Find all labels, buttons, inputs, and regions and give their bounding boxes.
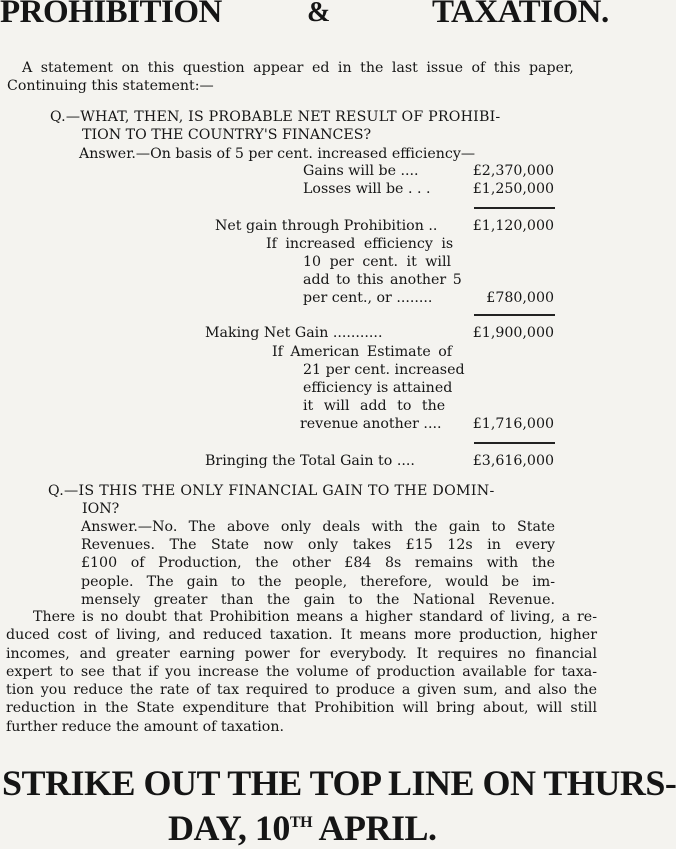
q2-question-line-2: ION? xyxy=(82,501,120,517)
header-taxation: TAXATION. xyxy=(432,0,609,30)
if-amount: £780,000 xyxy=(486,290,554,306)
closing-paragraph xyxy=(6,608,597,736)
intro-line-2: Continuing this statement:— xyxy=(7,78,214,94)
slogan-line-1: STRIKE OUT THE TOP LINE ON THURS- xyxy=(2,763,676,803)
q2-question-line-1: Q.—IS THIS THE ONLY FINANCIAL GAIN TO THE DOMIN- xyxy=(48,483,495,499)
q1-answer-lead: Answer.—On basis of 5 per cent. increased efficiency— xyxy=(79,146,476,162)
gains-label: Gains will be .... xyxy=(303,163,419,179)
if-line-4: per cent., or ........ xyxy=(303,290,433,306)
q2-answer-line-4: people. The gain to the people, therefore, would be im- xyxy=(81,573,555,590)
gains-amount: £2,370,000 xyxy=(472,163,554,179)
if-line-1: If increased efficiency is xyxy=(266,236,454,252)
making-net-gain-amount: £1,900,000 xyxy=(472,325,554,341)
closing-line-7: further reduce the amount of taxation. xyxy=(6,718,284,735)
american-line-2: 21 per cent. increased xyxy=(303,362,465,378)
header-ampersand: & xyxy=(307,0,330,28)
closing-line-2: duced cost of living, and reduced taxation. It means more production, higher xyxy=(6,627,597,644)
american-line-3: efficiency is attained xyxy=(303,380,453,396)
q2-answer-line-5: mensely greater than the gain to the National Revenue. xyxy=(81,591,555,608)
slogan-month: APRIL. xyxy=(312,808,437,848)
q1-question-line-2: TION TO THE COUNTRY'S FINANCES? xyxy=(82,127,372,143)
q1-question-line-1: Q.—WHAT, THEN, IS PROBABLE NET RESULT OF PROHIBI- xyxy=(50,109,501,125)
american-line-5: revenue another .... xyxy=(300,416,442,432)
q2-answer-line-1: Answer.—No. The above only deals with the gain to State xyxy=(81,519,555,535)
intro-line-1: A statement on this question appear ed in the last issue of this paper, xyxy=(22,60,574,76)
closing-line-1: There is no doubt that Prohibition means a higher standard of living, a re- xyxy=(33,609,597,625)
bringing-total-label: Bringing the Total Gain to .... xyxy=(205,453,415,469)
header-prohibition: PROHIBITION xyxy=(0,0,222,30)
closing-line-5: tion you reduce the rate of tax required to produce a given sum, and also the xyxy=(6,682,597,699)
losses-label: Losses will be . . . xyxy=(303,181,431,197)
making-net-gain-label: Making Net Gain ........... xyxy=(205,325,383,341)
bringing-total-amount: £3,616,000 xyxy=(472,453,554,469)
losses-amount: £1,250,000 xyxy=(472,181,554,197)
slogan-day: DAY, 10 xyxy=(168,808,290,848)
closing-line-3: incomes, and greater earning power for everybody. It requires no financial xyxy=(6,645,597,662)
sum-rule-3 xyxy=(474,442,555,444)
closing-line-6: reduction in the State expenditure that Prohibition will bring about, will still xyxy=(6,700,597,717)
q2-answer xyxy=(81,518,555,609)
sum-rule-1 xyxy=(474,207,555,209)
net-gain-label: Net gain through Prohibition .. xyxy=(215,218,438,234)
if-line-2: 10 per cent. it will xyxy=(303,254,452,270)
slogan-line-2 xyxy=(168,807,437,849)
net-gain-amount: £1,120,000 xyxy=(472,218,554,234)
if-line-3: add to this another 5 xyxy=(303,272,462,288)
american-line-1: If American Estimate of xyxy=(272,344,453,360)
sum-rule-2 xyxy=(474,314,555,316)
slogan-ordinal: TH xyxy=(289,814,313,831)
q2-answer-line-2: Revenues. The State now only takes £15 12s in every xyxy=(81,537,555,554)
american-line-4: it will add to the xyxy=(303,398,446,414)
q2-answer-line-3: £100 of Production, the other £84 8s remains with the xyxy=(81,555,555,572)
american-amount: £1,716,000 xyxy=(472,416,554,432)
closing-line-4: expert to see that if you increase the volume of production available for taxa- xyxy=(6,663,597,680)
